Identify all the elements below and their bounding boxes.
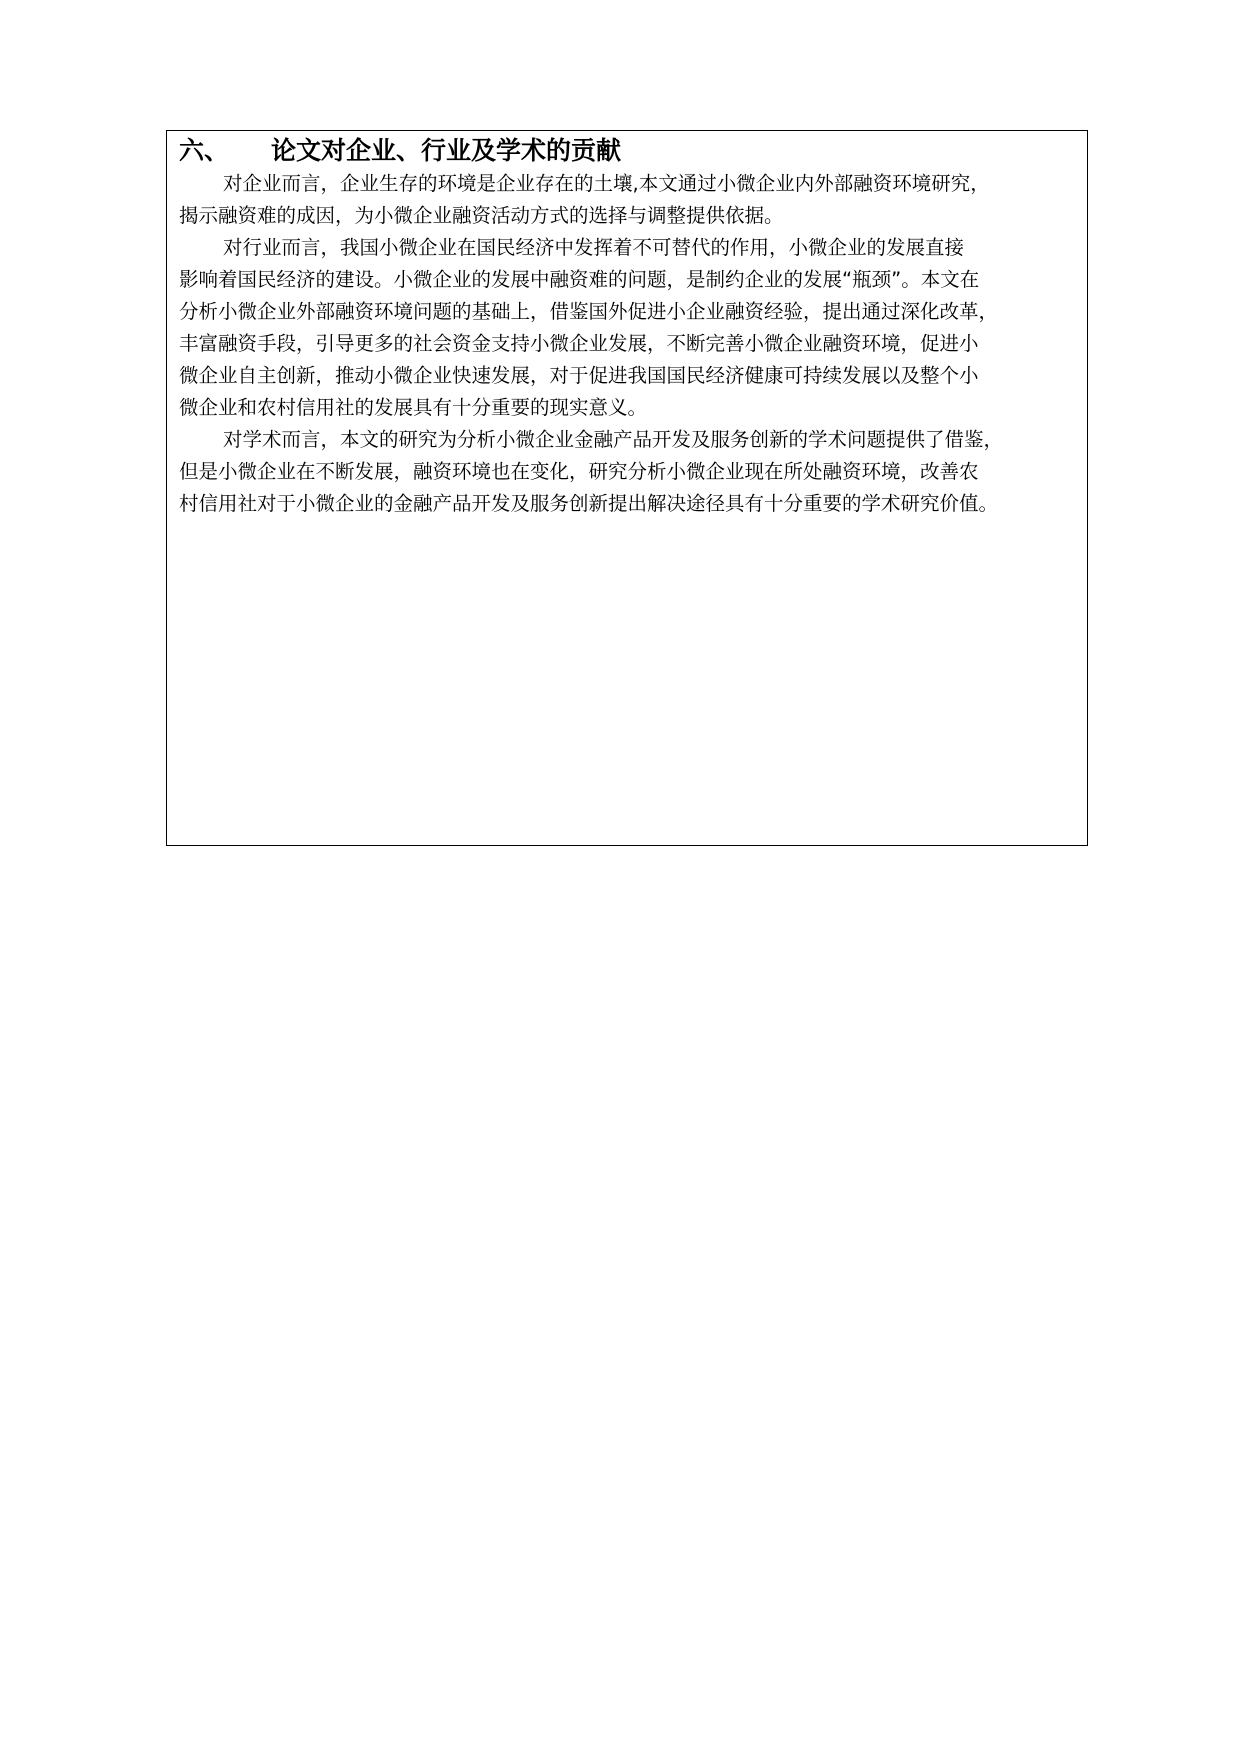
paragraph-line: 丰富融资手段，引导更多的社会资金支持小微企业发展，不断完善小微企业融资环境，促进小 xyxy=(179,332,979,355)
section-number: 六、 xyxy=(179,136,230,165)
paragraph-line: 分析小微企业外部融资环境问题的基础上，借鉴国外促进小企业融资经验，提出通过深化改革， xyxy=(179,300,999,323)
paragraph-line: 村信用社对于小微企业的金融产品开发及服务创新提出解决途径具有十分重要的学术研究价值。 xyxy=(179,492,999,515)
section-title: 论文对企业、行业及学术的贡献 xyxy=(271,136,622,165)
paragraph-line: 但是小微企业在不断发展，融资环境也在变化，研究分析小微企业现在所处融资环境，改善农 xyxy=(179,460,979,483)
paragraph-line: 对企业而言，企业生存的环境是企业存在的土壤,本文通过小微企业内外部融资环境研究， xyxy=(223,172,990,195)
contribution-section-box xyxy=(166,130,1088,846)
paragraph-line: 对行业而言，我国小微企业在国民经济中发挥着不可替代的作用，小微企业的发展直接 xyxy=(223,236,965,259)
paragraph-line: 影响着国民经济的建设。小微企业的发展中融资难的问题，是制约企业的发展“瓶颈”。本文在 xyxy=(179,268,980,291)
paragraph-industry xyxy=(179,232,1075,424)
paragraph-line: 揭示融资难的成因，为小微企业融资活动方式的选择与调整提供依据。 xyxy=(179,204,784,227)
paragraph-line: 微企业自主创新，推动小微企业快速发展，对于促进我国国民经济健康可持续发展以及整个小 xyxy=(179,364,979,387)
paragraph-line: 微企业和农村信用社的发展具有十分重要的现实意义。 xyxy=(179,396,648,419)
paragraph-academic xyxy=(179,424,1075,520)
paragraph-line: 对学术而言，本文的研究为分析小微企业金融产品开发及服务创新的学术问题提供了借鉴， xyxy=(223,428,1004,451)
paragraph-enterprise xyxy=(179,168,1075,232)
section-heading xyxy=(179,134,1075,168)
